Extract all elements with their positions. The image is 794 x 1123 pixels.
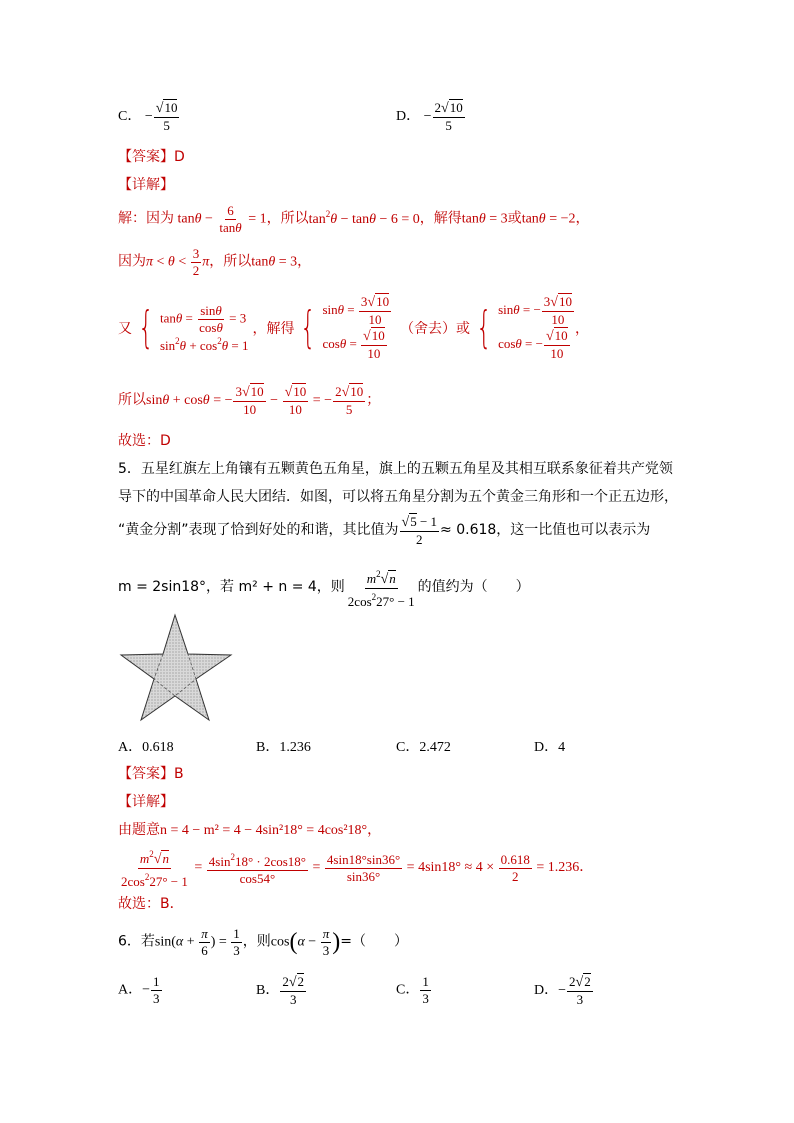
q5-option-b: B．1.236 xyxy=(256,740,311,755)
star-figure xyxy=(118,612,236,724)
option-label: D． xyxy=(396,109,421,125)
option-label: C． xyxy=(118,109,142,125)
q4-solution-line-2: 因为π < θ < $\frac{3}{2}$ π，所以tanθ = 3， xyxy=(118,246,312,278)
q4-solution-line-1: 解：因为 tanθ − $\frac{6}{\tan\theta}$ = 1，所以$\tan^2\theta - \tan\theta - 6 = 0$，解得tanθ = 3或tanθ = −2， xyxy=(118,203,590,235)
q4-answer: 【答案】D xyxy=(118,149,185,165)
q5-stem-line-1: 5．五星红旗左上角镶有五颗黄色五角星，旗上的五颗五角星及其相互联系象征着共产党领 xyxy=(118,461,673,477)
q4-option-d: D． − $\frac{2√10}{5}$ xyxy=(396,100,463,133)
q4-solution-line-3: 又 { tanθ = $\frac{\sin\theta}{\cos\theta}$ = 3 $\sin^2\theta + \cos^2\theta = 1$ ，解得 { sinθ = $\frac{3√10}{10}$ cosθ = $\frac{√10}{10}$ （舍去）或 { sinθ = − $\frac{3√10}{10}$ cosθ = − $\frac{√10}{10}$ ， xyxy=(118,294,589,361)
q5-stem-line-2: 导下的中国革命人民大团结．如图，可以将五角星分割为五个黄金三角形和一个正五边形， xyxy=(118,489,678,505)
q5-solution-line-1: 由题意n = 4 − m² = 4 − 4sin²18° = 4cos²18°， xyxy=(118,822,382,838)
q5-stem-line-4: m = 2sin18°，若 m² + n = 4，则 $\frac{m^2√n}{2\cos^227^\circ - 1}$ 的值约为（ ） xyxy=(118,566,530,610)
q6-option-c: C． $\frac{1}{3}$ xyxy=(396,974,429,1006)
q5-option-d: D．4 xyxy=(534,740,566,755)
q5-choose: 故选：B． xyxy=(118,896,184,912)
q4-solution-line-4: 所以sinθ + cosθ = − $\frac{3√10}{10}$ − $\frac{√10}{10}$ = − $\frac{2√10}{5}$ ； xyxy=(118,384,381,417)
q5-option-c: C．2.472 xyxy=(396,740,451,755)
q4-option-c: C． − $\frac{√10}{5}$ xyxy=(118,100,178,133)
q6-option-a: A．− $\frac{1}{3}$ xyxy=(118,974,160,1006)
q6-stem: 6．若sin(α + $\frac{\pi}{6}$ ) = $\frac{1}{3}$ ，则cos(α − $\frac{\pi}{3}$ )=（ ） xyxy=(118,926,408,958)
q5-answer: 【答案】B xyxy=(118,766,184,782)
q5-detail-heading: 【详解】 xyxy=(118,794,174,810)
q5-stem-line-3: “黄金分割”表现了恰到好处的和谐，其比值为 $\frac{√5 - 1}{2}$ ≈ 0.618，这一比值也可以表示为 xyxy=(118,514,651,547)
star-shape xyxy=(121,615,231,720)
q5-option-a: A．0.618 xyxy=(118,740,174,755)
q4-choose: 故选：D xyxy=(118,433,171,449)
q4-detail-heading: 【详解】 xyxy=(118,177,174,193)
q5-solution-line-2: $\frac{m^2√n}{2\cos^227^\circ - 1}$ = $\frac{4\sin^218^\circ \cdot 2\cos 18^\circ}{\cos 54^\circ}$ = $\frac{4\sin 18^\circ\sin 36^\circ}{\sin 36^\circ}$ = 4sin18° ≈ 4 × $\frac{0.618}{2}$ = 1.236． xyxy=(118,846,593,890)
q6-option-d: D．− $\frac{2√2}{3}$ xyxy=(534,974,591,1007)
q6-option-b: B． $\frac{2√2}{3}$ xyxy=(256,974,305,1007)
